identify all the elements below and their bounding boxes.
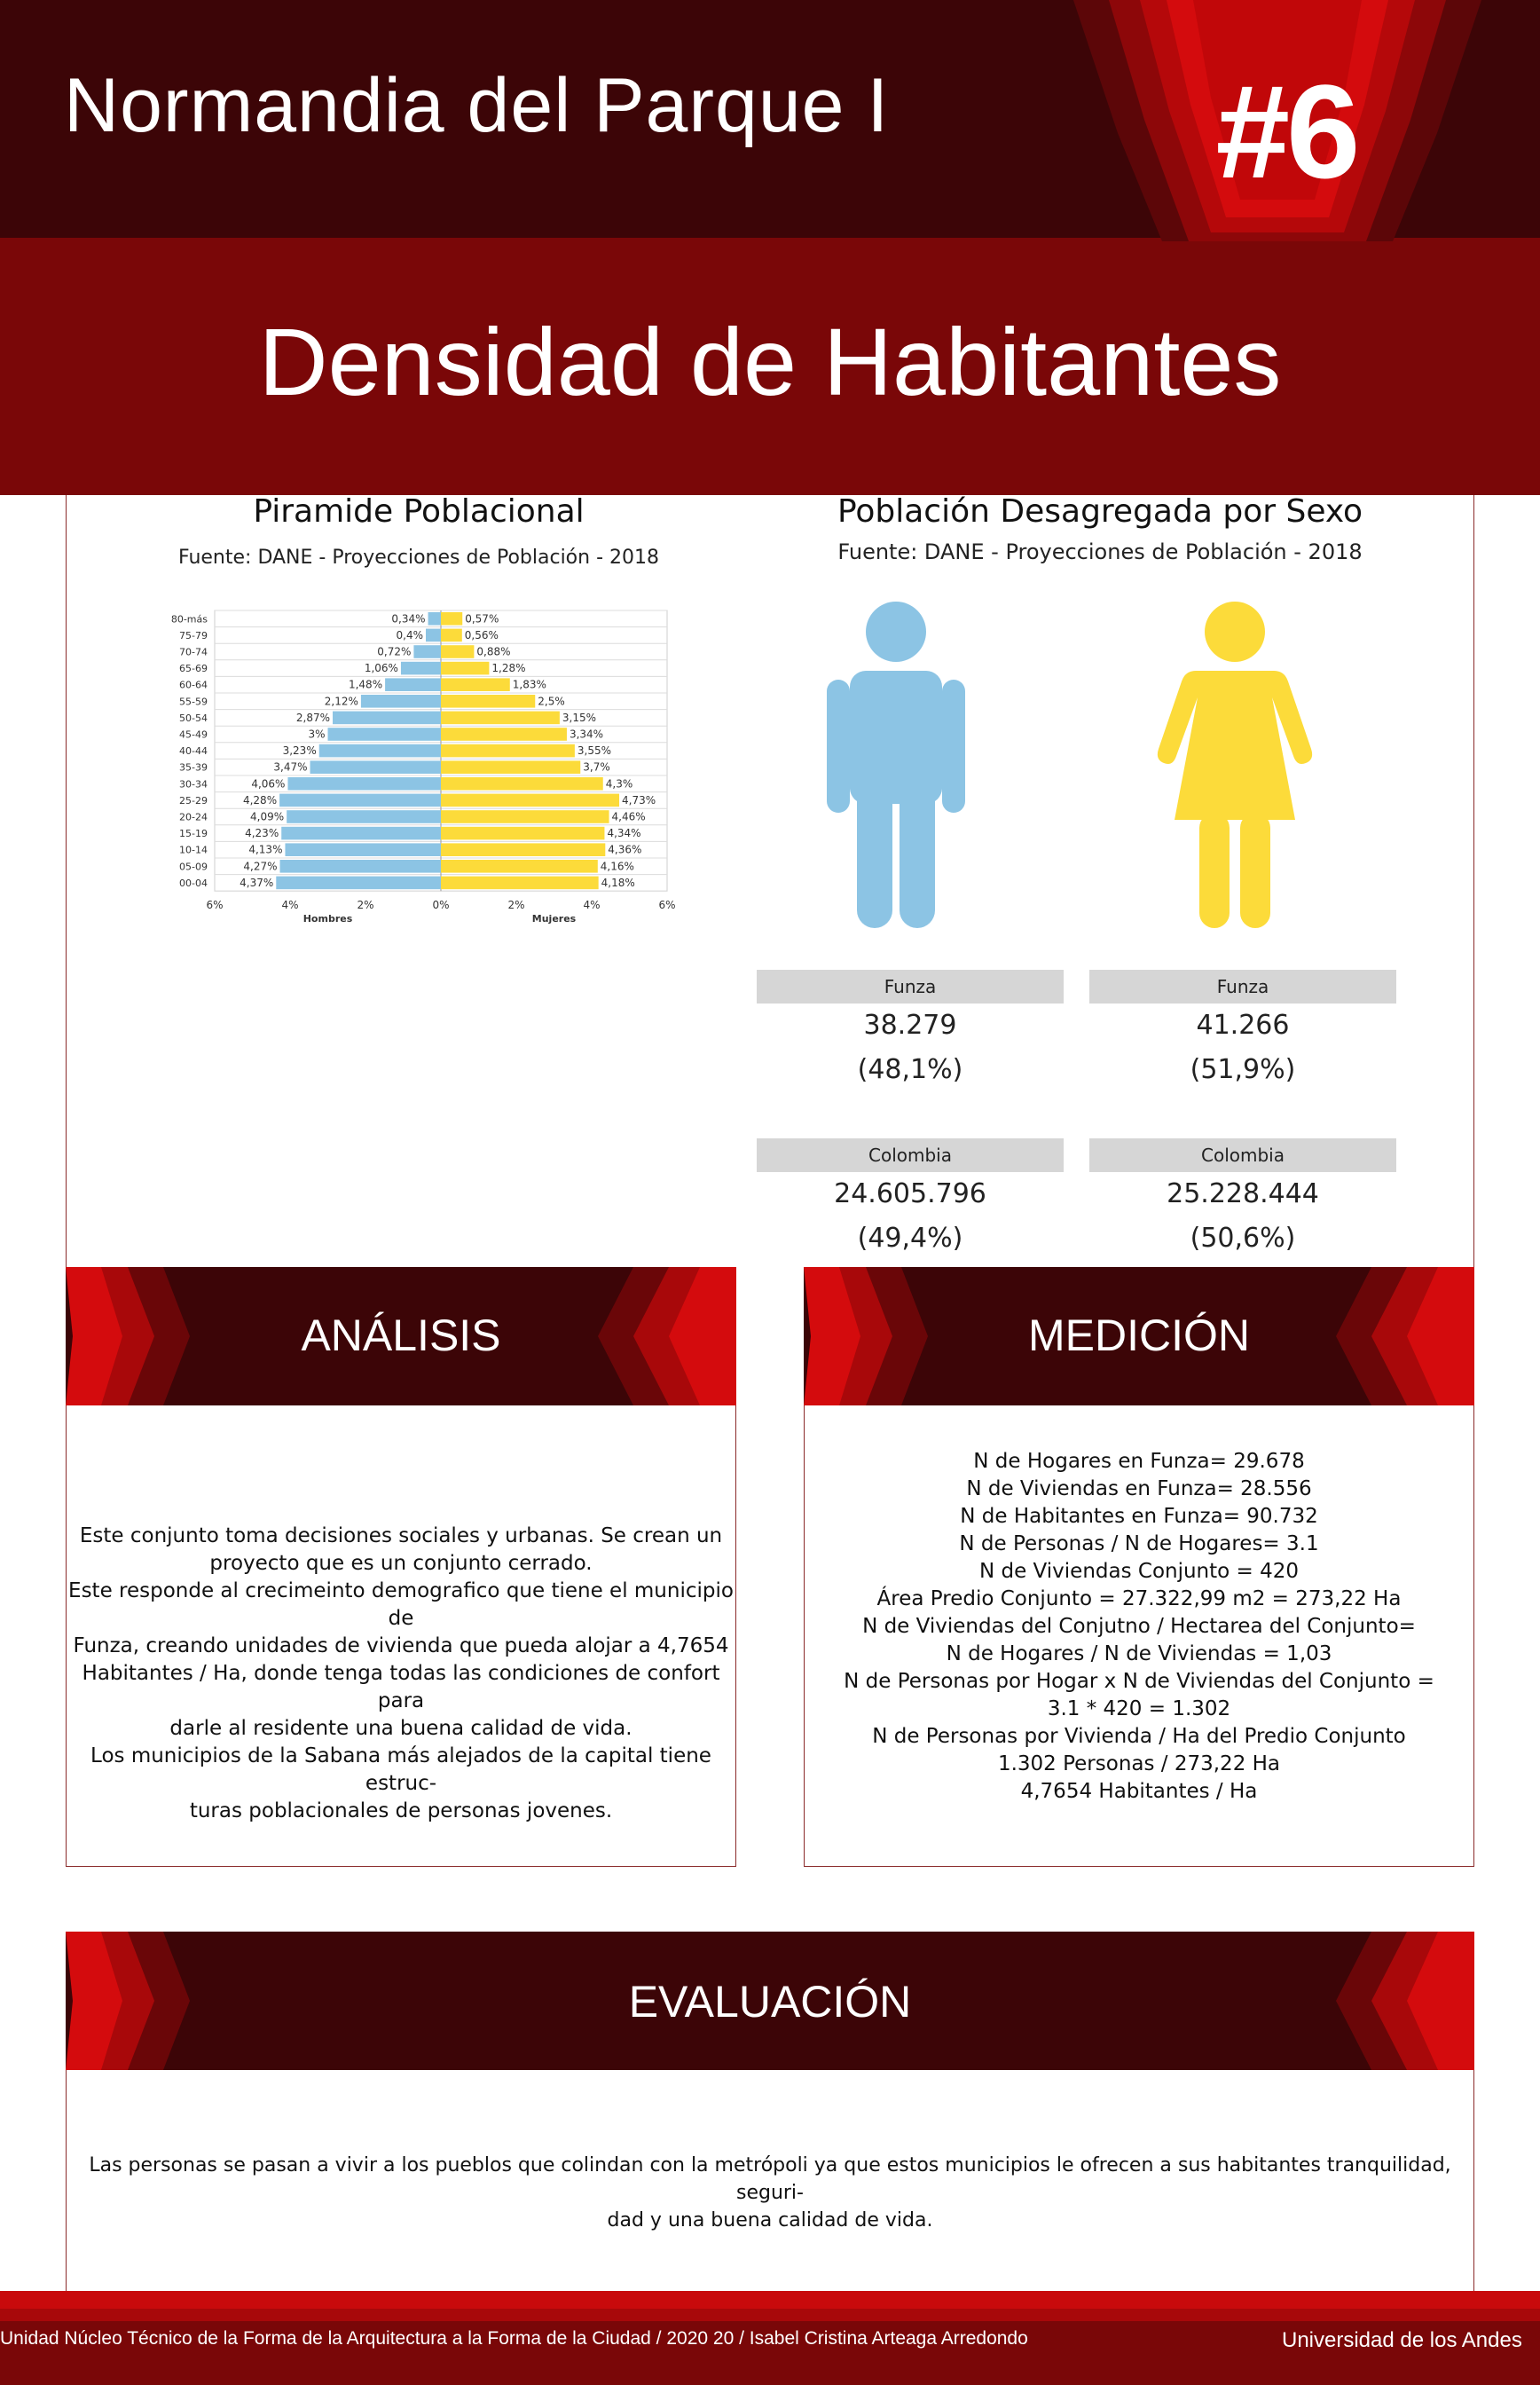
bar-mujeres bbox=[441, 728, 567, 741]
medicion-line: 3.1 * 420 = 1.302 bbox=[1047, 1697, 1231, 1720]
value-label-mujeres: 0,57% bbox=[465, 612, 499, 626]
analisis-line: Habitantes / Ha, donde tenga todas las condiciones de confort para bbox=[82, 1662, 720, 1712]
value-label-mujeres: 4,16% bbox=[600, 860, 634, 873]
value-label-hombres: 4,37% bbox=[240, 876, 274, 889]
bar-mujeres bbox=[441, 629, 462, 642]
bar-hombres bbox=[361, 695, 441, 708]
value-label-hombres: 4,13% bbox=[248, 843, 283, 856]
age-label: 35-39 bbox=[179, 761, 208, 774]
value-label-mujeres: 0,56% bbox=[464, 628, 499, 642]
medicion-text bbox=[805, 1448, 1473, 1806]
medicion-title: MEDICIÓN bbox=[1028, 1311, 1250, 1360]
age-label: 65-69 bbox=[179, 663, 208, 675]
value-label-hombres: 1,06% bbox=[364, 662, 398, 675]
bar-mujeres bbox=[441, 695, 535, 708]
age-label: 10-14 bbox=[179, 844, 208, 856]
medicion-box bbox=[804, 1405, 1474, 1867]
footer-credits: Unidad Núcleo Técnico de la Forma de la Arquitectura a la Forma de la Ciudad / 2020 20 / Isabel Cristina Arteaga Arredondo bbox=[0, 2328, 1028, 2349]
bar-mujeres bbox=[441, 860, 598, 873]
bar-mujeres bbox=[441, 678, 510, 691]
male-funza-value: 38.279 bbox=[863, 1010, 957, 1041]
bar-hombres bbox=[276, 877, 441, 890]
bar-hombres bbox=[385, 678, 441, 691]
value-label-hombres: 0,34% bbox=[391, 612, 426, 626]
age-label: 80-más bbox=[170, 613, 208, 626]
analisis-text bbox=[67, 1523, 735, 1825]
x-tick-label: 4% bbox=[281, 899, 299, 912]
value-label-mujeres: 0,88% bbox=[476, 645, 511, 658]
legend-hombres: Hombres bbox=[302, 913, 353, 925]
age-label: 25-29 bbox=[179, 794, 208, 807]
female-colombia-pct: (50,6%) bbox=[1190, 1223, 1296, 1254]
medicion-line: Área Predio Conjunto = 27.322,99 m2 = 273,22 Ha bbox=[876, 1587, 1402, 1610]
male-funza-label: Funza bbox=[757, 970, 1064, 1004]
medicion-banner bbox=[804, 1267, 1474, 1405]
x-tick-label: 2% bbox=[357, 899, 374, 912]
analisis-line: Funza, creando unidades de vivienda que pueda alojar a 4,7654 bbox=[73, 1634, 729, 1657]
analisis-banner bbox=[66, 1267, 736, 1405]
medicion-line: 1.302 Personas / 273,22 Ha bbox=[997, 1752, 1281, 1775]
analisis-line: Este conjunto toma decisiones sociales y urbanas. Se crean un bbox=[79, 1524, 723, 1547]
age-label: 55-59 bbox=[179, 696, 208, 708]
x-tick-label: 0% bbox=[432, 899, 450, 912]
analisis-line: darle al residente una buena calidad de vida. bbox=[169, 1717, 632, 1740]
bar-hombres bbox=[285, 843, 441, 856]
bar-hombres bbox=[280, 860, 441, 873]
analisis-line: Este responde al crecimeinto demografico que tiene el municipio de bbox=[68, 1579, 734, 1630]
age-label: 00-04 bbox=[179, 877, 208, 889]
x-tick-label: 6% bbox=[206, 899, 224, 912]
female-funza-value: 41.266 bbox=[1196, 1010, 1290, 1041]
value-label-hombres: 0,72% bbox=[377, 645, 412, 658]
value-label-hombres: 1,48% bbox=[348, 678, 383, 691]
bar-hombres bbox=[279, 794, 441, 807]
evaluacion-box bbox=[66, 2070, 1474, 2292]
badge-number: #6 bbox=[1215, 57, 1357, 206]
value-label-hombres: 0,4% bbox=[396, 628, 423, 642]
medicion-line: N de Hogares / N de Viviendas = 1,03 bbox=[946, 1642, 1332, 1665]
male-funza-pct: (48,1%) bbox=[857, 1054, 963, 1085]
bar-hombres bbox=[426, 629, 441, 642]
pyramid-axis bbox=[206, 899, 675, 925]
bar-hombres bbox=[333, 712, 441, 725]
analisis-title: ANÁLISIS bbox=[301, 1311, 501, 1360]
value-label-mujeres: 3,34% bbox=[569, 728, 604, 741]
analisis-box bbox=[66, 1405, 736, 1867]
age-label: 15-19 bbox=[179, 828, 208, 840]
bar-mujeres bbox=[441, 810, 609, 823]
bar-mujeres bbox=[441, 662, 489, 675]
value-label-mujeres: 4,18% bbox=[601, 876, 635, 889]
male-colombia-value: 24.605.796 bbox=[834, 1178, 986, 1209]
bar-hombres bbox=[328, 728, 442, 741]
age-label: 70-74 bbox=[179, 646, 208, 658]
medicion-line: N de Hogares en Funza= 29.678 bbox=[973, 1450, 1305, 1473]
medicion-line: N de Personas por Hogar x N de Viviendas del Conjunto = bbox=[844, 1670, 1434, 1693]
age-label: 40-44 bbox=[179, 745, 208, 758]
value-label-hombres: 4,23% bbox=[245, 827, 279, 840]
bar-mujeres bbox=[441, 777, 603, 791]
value-label-hombres: 4,27% bbox=[243, 860, 278, 873]
bar-mujeres bbox=[441, 794, 619, 807]
value-label-mujeres: 4,3% bbox=[605, 777, 633, 791]
value-label-mujeres: 1,28% bbox=[491, 662, 526, 675]
medicion-line: N de Viviendas del Conjutno / Hectarea del Conjunto= bbox=[862, 1615, 1416, 1638]
male-colombia-label: Colombia bbox=[757, 1138, 1064, 1172]
pyramid-bars bbox=[276, 612, 619, 889]
bar-mujeres bbox=[441, 645, 474, 658]
age-label: 45-49 bbox=[179, 728, 208, 741]
evaluacion-text bbox=[63, 2152, 1477, 2234]
bar-hombres bbox=[319, 744, 441, 758]
population-pyramid-chart bbox=[151, 594, 692, 1003]
female-colombia-value: 25.228.444 bbox=[1167, 1178, 1319, 1209]
analisis-line: proyecto que es un conjunto cerrado. bbox=[209, 1552, 593, 1575]
medicion-line: 4,7654 Habitantes / Ha bbox=[1020, 1780, 1258, 1803]
age-label: 05-09 bbox=[179, 861, 208, 873]
x-tick-label: 4% bbox=[583, 899, 601, 912]
value-label-mujeres: 3,7% bbox=[583, 760, 610, 774]
male-colombia-pct: (49,4%) bbox=[857, 1223, 963, 1254]
medicion-line: N de Viviendas Conjunto = 420 bbox=[978, 1560, 1300, 1583]
medicion-line: N de Personas / N de Hogares= 3.1 bbox=[959, 1532, 1319, 1555]
value-label-mujeres: 4,36% bbox=[608, 843, 642, 856]
bar-mujeres bbox=[441, 877, 599, 890]
value-label-hombres: 3,47% bbox=[273, 760, 308, 774]
value-label-mujeres: 4,73% bbox=[622, 793, 656, 807]
value-label-hombres: 2,87% bbox=[295, 711, 331, 724]
page-title: Densidad de Habitantes bbox=[258, 308, 1282, 415]
medicion-line: N de Personas por Vivienda / Ha del Predio Conjunto bbox=[872, 1725, 1406, 1748]
medicion-line: N de Viviendas en Funza= 28.556 bbox=[966, 1477, 1312, 1500]
value-label-mujeres: 3,55% bbox=[577, 744, 611, 758]
pyramid-source: Fuente: DANE - Proyecciones de Población - 2018 bbox=[178, 547, 659, 569]
analisis-line: Los municipios de la Sabana más alejados de la capital tiene estruc- bbox=[90, 1744, 711, 1795]
age-label: 30-34 bbox=[179, 778, 208, 791]
value-label-hombres: 4,28% bbox=[242, 793, 278, 807]
value-label-hombres: 4,09% bbox=[250, 810, 285, 823]
legend-mujeres: Mujeres bbox=[531, 913, 577, 925]
bar-hombres bbox=[287, 777, 441, 791]
value-label-mujeres: 3,15% bbox=[562, 711, 596, 724]
x-tick-label: 6% bbox=[658, 899, 676, 912]
bar-hombres bbox=[281, 827, 441, 840]
x-tick-label: 2% bbox=[507, 899, 525, 912]
age-label: 60-64 bbox=[179, 679, 208, 691]
bar-hombres bbox=[413, 645, 441, 658]
pyramid-title: Piramide Poblacional bbox=[253, 493, 585, 530]
male-figure-icon bbox=[825, 600, 967, 930]
site-title: Normandia del Parque I bbox=[64, 63, 890, 148]
age-label: 75-79 bbox=[179, 629, 208, 642]
age-label: 50-54 bbox=[179, 712, 208, 724]
bar-hombres bbox=[401, 662, 441, 675]
medicion-line: N de Habitantes en Funza= 90.732 bbox=[960, 1505, 1318, 1528]
value-label-mujeres: 4,34% bbox=[607, 827, 641, 840]
bar-mujeres bbox=[441, 744, 575, 758]
bar-hombres bbox=[310, 760, 441, 774]
bar-mujeres bbox=[441, 760, 580, 774]
value-label-mujeres: 4,46% bbox=[611, 810, 646, 823]
sex-source: Fuente: DANE - Proyecciones de Población - 2018 bbox=[837, 539, 1363, 564]
value-label-hombres: 3,23% bbox=[282, 744, 317, 758]
analisis-line: turas poblacionales de personas jovenes. bbox=[189, 1799, 613, 1822]
female-funza-label: Funza bbox=[1089, 970, 1396, 1004]
value-label-mujeres: 2,5% bbox=[538, 695, 565, 708]
value-label-hombres: 2,12% bbox=[324, 695, 358, 708]
female-funza-pct: (51,9%) bbox=[1190, 1054, 1296, 1085]
evaluacion-line: dad y una buena calidad de vida. bbox=[607, 2209, 933, 2232]
footer-university: Universidad de los Andes bbox=[1282, 2328, 1522, 2352]
bar-mujeres bbox=[441, 827, 604, 840]
value-label-hombres: 3% bbox=[308, 728, 326, 741]
bar-hombres bbox=[287, 810, 441, 823]
evaluacion-line: Las personas se pasan a vivir a los pueblos que colindan con la metrópoli ya que estos municipios le ofrecen a sus habitantes tranquilidad, seguri- bbox=[89, 2154, 1451, 2204]
evaluacion-banner bbox=[66, 1932, 1474, 2070]
value-label-mujeres: 1,83% bbox=[512, 678, 546, 691]
bar-mujeres bbox=[441, 712, 560, 725]
female-figure-icon bbox=[1155, 600, 1315, 930]
value-label-hombres: 4,06% bbox=[251, 777, 286, 791]
bar-mujeres bbox=[441, 612, 462, 626]
female-colombia-label: Colombia bbox=[1089, 1138, 1396, 1172]
bar-mujeres bbox=[441, 843, 605, 856]
bar-hombres bbox=[428, 612, 441, 626]
evaluacion-title: EVALUACIÓN bbox=[628, 1977, 912, 2027]
sex-title: Población Desagregada por Sexo bbox=[837, 493, 1363, 530]
age-label: 20-24 bbox=[179, 811, 208, 823]
